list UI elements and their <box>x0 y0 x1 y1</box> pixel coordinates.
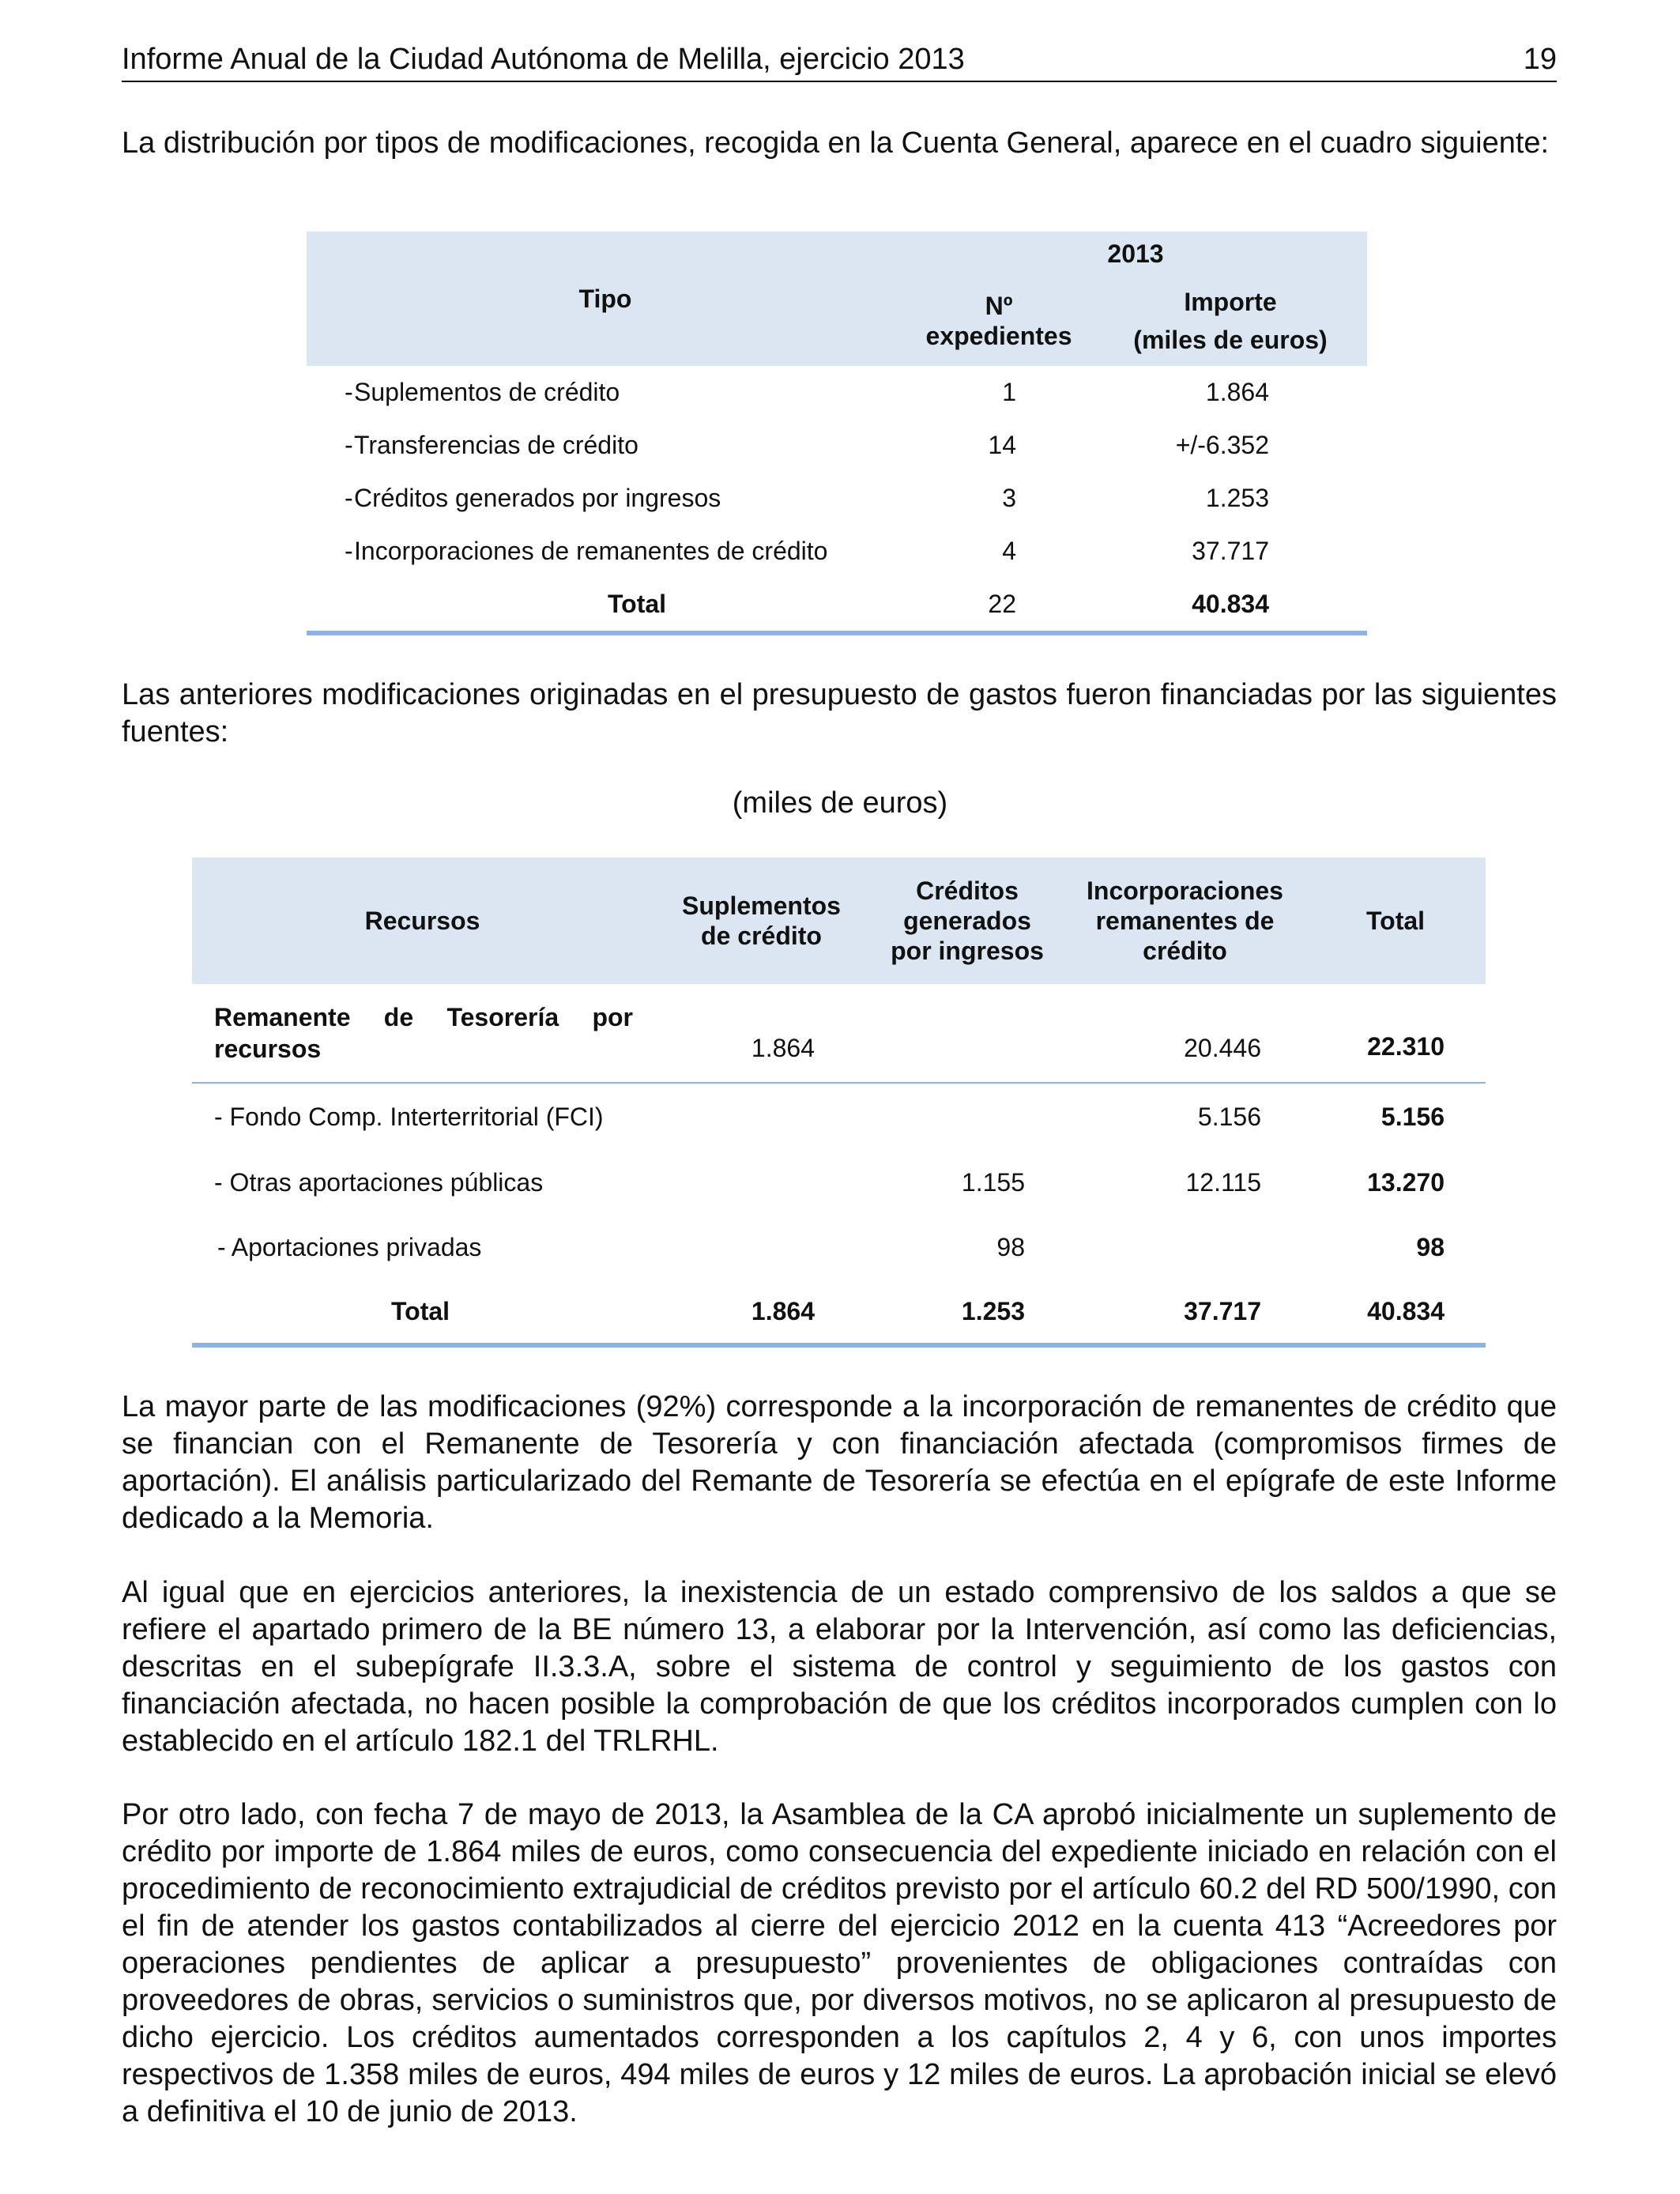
row-total: 13.270 <box>1367 1167 1445 1197</box>
total-n-expedientes: 22 <box>988 590 1016 618</box>
row-n-expedientes: 1 <box>1002 378 1016 406</box>
row-n-expedientes: 14 <box>988 431 1016 459</box>
units-caption: (miles de euros) <box>732 786 948 820</box>
header-creditos-line3: por ingresos <box>891 937 1044 965</box>
paragraph-control-deficiencies: Al igual que en ejercicios anteriores, la inexistencia de un estado comprensivo de los saldos a que se refiere el apartado primero de la BE número 13, a elaborar por la Intervención, así como las deficiencias, descritas en el subepígrafe II.3.3.A, sobre el sistema de control y seguimiento de los gastos con financiación afectada, no hacen posible la comprobación de que los créditos incorporados cumplen con lo establecido en el artículo 182.1 del TRLRHL. <box>122 1576 1557 1758</box>
header-importe <box>1094 276 1367 366</box>
financing-table <box>192 858 1486 1348</box>
header-creditos-generados <box>870 858 1064 984</box>
row-suplementos <box>653 1215 870 1280</box>
header-importe-line2: (miles de euros) <box>1133 326 1328 354</box>
header-recursos: Recursos <box>192 858 653 984</box>
table-row <box>192 1083 1486 1150</box>
row-label: - Fondo Comp. Interterritorial (FCI) <box>214 1102 604 1131</box>
row-n-expedientes: 4 <box>1002 537 1016 565</box>
header-tipo: Tipo <box>307 232 904 366</box>
row-suplementos <box>653 1083 870 1150</box>
table-row <box>307 525 1367 578</box>
header-suplementos-line2: de crédito <box>701 922 822 950</box>
header-suplementos-line1: Suplementos <box>682 892 841 920</box>
row-incorporaciones <box>1064 1215 1305 1280</box>
row-n-expedientes: 3 <box>1002 484 1016 512</box>
row-label: Créditos generados por ingresos <box>354 484 721 512</box>
row-dash: - <box>345 484 353 512</box>
paragraph-credit-supplement: Por otro lado, con fecha 7 de mayo de 2013, la Asamblea de la CA aprobó inicialmente un suplemento de crédito por importe de 1.864 miles de euros, como consecuencia del expediente iniciado en relación con el procedimiento de reconocimiento extrajudicial de créditos previsto por el artículo 60.2 del RD 500/1990, con el fin de atender los gastos contabilizados al cierre del ejercicio 2012 en la cuenta 413 “Acreedores por operaciones pendientes de aplicar a presupuesto” provenientes de obligaciones contraídas con proveedores de obras, servicios o suministros que, por diversos motivos, no se aplicaron al presupuesto de dicho ejercicio. Los créditos aumentados corresponden a los capítulos 2, 4 y 6, con unos importes respectivos de 1.358 miles de euros, 494 miles de euros y 12 miles de euros. La aprobación inicial se elevó a definitiva el 10 de junio de 2013. <box>122 1798 1557 2128</box>
financing-intro-paragraph: Las anteriores modificaciones originadas en el presupuesto de gastos fueron financiadas por las siguientes fuentes: <box>122 678 1557 748</box>
row-dash: - <box>345 431 353 459</box>
total-label: Total <box>391 1296 450 1325</box>
row-creditos <box>870 1083 1064 1150</box>
row-total: 98 <box>1416 1232 1445 1261</box>
table-row <box>307 419 1367 472</box>
header-incorporaciones <box>1064 858 1305 984</box>
row-incorporaciones: 12.115 <box>1185 1167 1261 1197</box>
table-row <box>307 366 1367 419</box>
header-incorp-line2: remanentes de <box>1095 907 1275 935</box>
total-row <box>307 578 1367 633</box>
table-row <box>192 1215 1486 1280</box>
table-row <box>192 984 1486 1083</box>
row-label: Incorporaciones de remanentes de crédito <box>354 537 828 565</box>
total-importe: 40.834 <box>1192 590 1269 618</box>
row-importe: 37.717 <box>1192 537 1269 565</box>
table-row <box>307 472 1367 525</box>
header-creditos-line2: generados <box>903 907 1031 935</box>
page-number: 19 <box>1523 43 1557 76</box>
header-n-exp-line2: expedientes <box>925 322 1072 350</box>
row-incorporaciones: 20.446 <box>1064 984 1305 1083</box>
row-suplementos <box>653 1150 870 1215</box>
document-title: Informe Anual de la Ciudad Autónoma de Melilla, ejercicio 2013 <box>122 43 965 76</box>
row-creditos: 1.155 <box>961 1167 1025 1197</box>
header-suplementos <box>653 858 870 984</box>
header-year: 2013 <box>904 232 1367 276</box>
row-importe: 1.253 <box>1205 484 1269 512</box>
row-importe: 1.864 <box>1205 378 1269 406</box>
modifications-table <box>307 232 1367 635</box>
total-label: Total <box>607 590 667 618</box>
total-total: 40.834 <box>1367 1296 1445 1325</box>
header-importe-line1: Importe <box>1184 288 1277 316</box>
row-creditos: 98 <box>996 1232 1025 1261</box>
row-importe: +/-6.352 <box>1175 431 1269 459</box>
intro-paragraph: La distribución por tipos de modificaciones, recogida en la Cuenta General, aparece en el cuadro siguiente: <box>122 126 1550 160</box>
total-creditos: 1.253 <box>961 1296 1025 1325</box>
header-incorp-line1: Incorporaciones <box>1087 876 1283 905</box>
total-row <box>192 1280 1486 1345</box>
row-total: 22.310 <box>1305 984 1486 1083</box>
total-suplementos: 1.864 <box>751 1296 815 1325</box>
header-creditos-line1: Créditos <box>916 876 1019 905</box>
header-n-exp-line1: Nº <box>985 292 1013 320</box>
row-suplementos: 1.864 <box>653 984 870 1083</box>
row-label <box>192 984 653 1083</box>
page-header <box>122 40 1557 82</box>
row-label: Transferencias de crédito <box>354 431 638 459</box>
paragraph-modifications-share: La mayor parte de las modificaciones (92%) corresponde a la incorporación de remanentes de crédito que se financian con el Remanente de Tesorería y con financiación afectada (compromisos firmes de aportación). El análisis particularizado del Remante de Tesorería se efectúa en el epígrafe de este Informe dedicado a la Memoria. <box>122 1390 1557 1535</box>
row-dash: - <box>345 378 353 406</box>
total-incorporaciones: 37.717 <box>1184 1296 1261 1325</box>
table-row <box>192 1150 1486 1215</box>
header-incorp-line3: crédito <box>1143 937 1227 965</box>
row-dash: - <box>345 537 353 565</box>
header-total: Total <box>1305 858 1486 984</box>
row-label: - Aportaciones privadas <box>217 1232 482 1261</box>
row-label-line1: Remanente de Tesorería por <box>214 1003 633 1031</box>
row-total: 5.156 <box>1381 1102 1445 1131</box>
row-creditos <box>870 984 1064 1083</box>
row-label: - Otras aportaciones públicas <box>214 1167 544 1197</box>
header-n-expedientes <box>904 276 1094 366</box>
row-incorporaciones: 5.156 <box>1197 1102 1261 1131</box>
row-label: Suplementos de crédito <box>354 378 620 406</box>
row-label-line2: recursos <box>214 1035 322 1063</box>
